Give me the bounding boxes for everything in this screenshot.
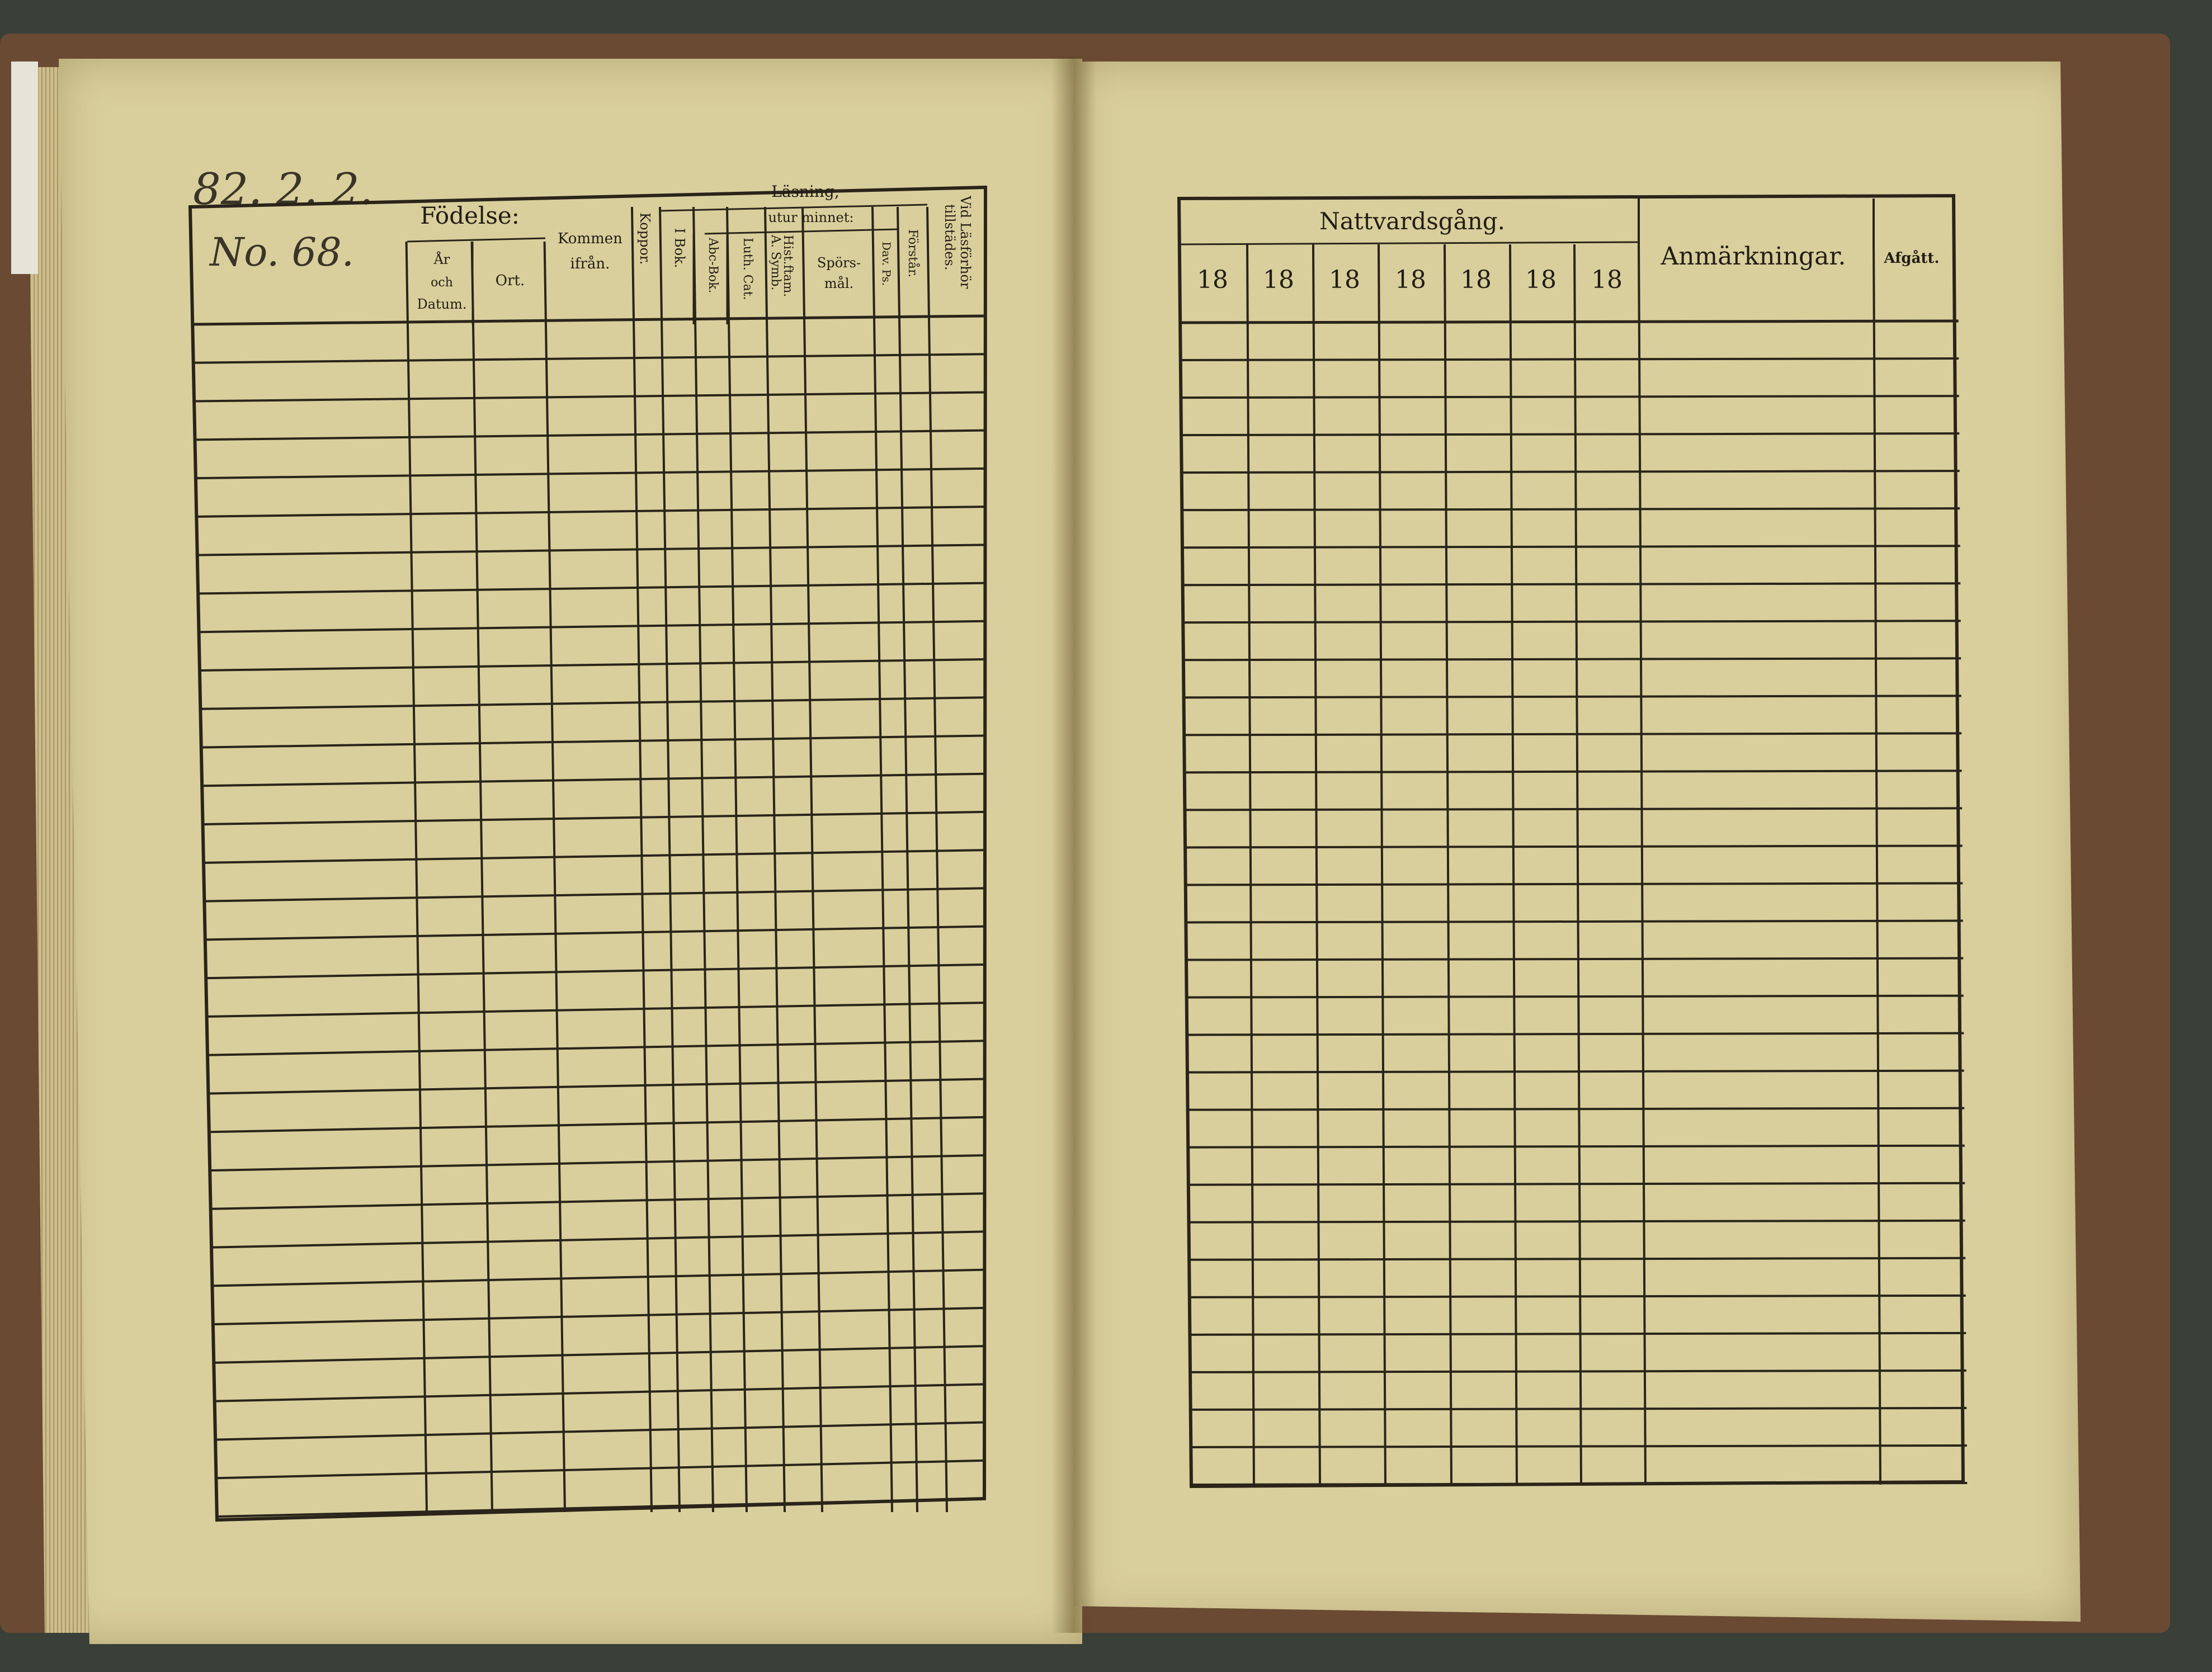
header-nattvardsgang: Nattvardsgång. xyxy=(1319,207,1506,235)
right-table-row xyxy=(1183,471,1960,473)
header-spors: Spörs- xyxy=(817,255,861,271)
right-row-rule xyxy=(1191,1371,1966,1372)
right-table-row xyxy=(1185,658,1961,660)
right-table-row xyxy=(1186,771,1962,772)
left-row-rule xyxy=(208,1003,985,1017)
left-row-rule xyxy=(199,545,985,555)
left-row-rule xyxy=(200,621,985,632)
right-table-row xyxy=(1190,1258,1965,1260)
left-table-row xyxy=(209,1041,985,1055)
year-prefix-label: 18 xyxy=(1460,266,1492,294)
right-table-row xyxy=(1183,546,1960,547)
left-column-rule xyxy=(898,207,917,1512)
left-column-rule xyxy=(472,242,492,1512)
year-prefix-labels xyxy=(1197,266,1623,294)
header-a-symb: A. Symb. xyxy=(768,235,782,291)
right-table-row xyxy=(1186,808,1962,810)
right-table-row xyxy=(1188,996,1964,998)
left-row-rule xyxy=(216,1384,985,1401)
right-table-row xyxy=(1189,1146,1965,1147)
header-och: och xyxy=(431,276,453,290)
right-row-rule xyxy=(1186,846,1963,847)
left-table-row xyxy=(214,1270,985,1286)
right-column-rule xyxy=(1379,244,1385,1485)
left-table-row xyxy=(214,1308,985,1324)
left-table-rows xyxy=(194,316,985,1517)
header-vid-lasforhor: Vid Läsförhör xyxy=(958,196,973,289)
right-table-row xyxy=(1184,621,1960,622)
right-column-rule xyxy=(1639,244,1645,1485)
right-table-rows xyxy=(1181,321,1967,1485)
left-row-rule xyxy=(199,583,985,594)
right-column-rule xyxy=(1247,244,1254,1485)
right-table-row xyxy=(1188,1071,1964,1073)
left-column-rule xyxy=(545,242,565,1512)
left-table-row xyxy=(211,1155,985,1170)
left-table-row xyxy=(212,1193,985,1209)
left-row-rule xyxy=(196,431,985,440)
right-row-rule xyxy=(1184,583,1961,585)
header-i-bok: I Bok. xyxy=(672,228,687,268)
right-table-row xyxy=(1191,1371,1966,1372)
header-hist-ham: Hist.ftam. xyxy=(781,235,795,297)
left-table-row xyxy=(216,1384,985,1401)
left-row-rule xyxy=(194,316,985,324)
left-table-row xyxy=(203,774,985,786)
left-row-rule xyxy=(213,1231,985,1247)
right-table-row xyxy=(1186,846,1963,847)
left-table-row xyxy=(199,583,985,594)
header-lasning: Läsning, xyxy=(771,182,839,201)
left-row-rule xyxy=(210,1117,985,1132)
right-table-frame xyxy=(1179,196,1963,1486)
right-row-rule xyxy=(1185,696,1961,697)
right-table-row xyxy=(1183,508,1960,510)
left-row-rule xyxy=(197,469,985,478)
left-row-rule xyxy=(214,1270,985,1286)
right-row-rule xyxy=(1187,883,1963,885)
left-row-rule xyxy=(195,354,985,363)
right-column-rule xyxy=(1445,244,1451,1485)
right-table-row xyxy=(1190,1221,1965,1222)
left-row-rule xyxy=(214,1308,985,1324)
left-table-row xyxy=(197,507,985,517)
year-prefix-label: 18 xyxy=(1525,266,1557,294)
right-row-rule xyxy=(1190,1221,1965,1222)
left-table-row xyxy=(201,659,985,670)
right-table-row xyxy=(1192,1408,1967,1410)
right-table-row xyxy=(1188,1108,1964,1110)
handwritten-number: No. 68. xyxy=(210,229,354,275)
header-abc-bok: Abc-Bok. xyxy=(706,238,720,294)
right-row-rule xyxy=(1191,1296,1966,1297)
left-table-row xyxy=(201,697,985,709)
header-fodelse: Födelse: xyxy=(420,202,520,229)
left-column-rule xyxy=(694,207,713,1512)
right-row-rule xyxy=(1188,1033,1964,1035)
left-row-rule xyxy=(216,1423,985,1440)
right-row-rule xyxy=(1185,733,1961,735)
header-forstar: Förstår. xyxy=(905,229,919,278)
left-row-rule xyxy=(212,1193,985,1209)
left-table-row xyxy=(213,1231,985,1247)
left-table-row xyxy=(210,1079,985,1094)
header-luth-cat: Luth. Cat. xyxy=(741,238,754,300)
right-row-rule xyxy=(1188,996,1964,998)
year-prefix-label: 18 xyxy=(1329,266,1360,294)
left-row-rule xyxy=(201,697,985,709)
right-table-row xyxy=(1182,396,1959,398)
left-row-rule xyxy=(201,659,985,670)
right-table-row xyxy=(1181,321,1959,323)
right-table-row xyxy=(1182,433,1959,435)
left-table-row xyxy=(202,735,985,747)
right-row-rule xyxy=(1190,1183,1965,1185)
left-table-row xyxy=(208,1003,985,1017)
right-table-row xyxy=(1191,1333,1966,1335)
header-anmarkningar: Anmärkningar. xyxy=(1661,242,1846,271)
right-table-row xyxy=(1192,1446,1967,1447)
left-row-rule xyxy=(218,1461,985,1478)
left-table-row xyxy=(197,469,985,478)
header-utur-minnet: utur minnet: xyxy=(768,210,854,225)
left-table-row xyxy=(210,1117,985,1132)
year-prefix-label: 18 xyxy=(1263,266,1294,294)
header-dav-ps: Dav. Ps. xyxy=(880,242,893,286)
left-table-row xyxy=(218,1461,985,1478)
header-afgatt: Afgått. xyxy=(1884,250,1940,267)
left-row-rule xyxy=(207,965,985,978)
left-row-rule xyxy=(197,507,985,517)
right-row-rule xyxy=(1182,358,1959,360)
right-row-rule xyxy=(1187,921,1963,923)
left-table-row xyxy=(199,545,985,555)
left-table-row xyxy=(216,1423,985,1440)
header-ifran: ifrån. xyxy=(570,256,610,272)
right-column-rule xyxy=(1874,244,1880,1485)
right-row-rule xyxy=(1189,1146,1965,1147)
right-row-rule xyxy=(1192,1483,1967,1485)
right-column-rule xyxy=(1510,244,1517,1485)
left-row-rule xyxy=(205,850,985,863)
nattvard-subheader-rule xyxy=(1179,242,1639,244)
right-table-row xyxy=(1187,883,1963,885)
left-table-row xyxy=(206,927,985,940)
right-table-row xyxy=(1188,1033,1964,1035)
left-row-rule xyxy=(202,735,985,747)
left-table-row xyxy=(195,354,985,363)
left-table-row xyxy=(204,812,985,824)
right-table-row xyxy=(1192,1483,1967,1485)
left-grid-lines xyxy=(407,207,947,1512)
left-table-row xyxy=(196,431,985,440)
left-column-rule xyxy=(407,242,427,1512)
right-table-row xyxy=(1185,733,1961,735)
left-row-rule xyxy=(203,774,985,786)
right-table-row xyxy=(1185,696,1961,697)
header-ar: År xyxy=(433,252,450,267)
right-table-row xyxy=(1191,1296,1966,1297)
left-row-rule xyxy=(205,888,985,901)
left-row-rule xyxy=(218,1499,985,1517)
right-row-rule xyxy=(1192,1408,1967,1410)
right-row-rule xyxy=(1183,508,1960,510)
header-tillstades: tillstädes. xyxy=(942,204,958,271)
left-table-frame xyxy=(190,187,985,1520)
right-row-rule xyxy=(1184,621,1960,622)
right-column-rule xyxy=(1574,244,1581,1485)
left-table-row xyxy=(200,621,985,632)
header-datum: Datum. xyxy=(417,296,467,312)
left-table-row xyxy=(207,965,985,978)
left-row-rule xyxy=(210,1079,985,1094)
right-table-row xyxy=(1184,583,1961,585)
left-row-rule xyxy=(215,1346,985,1363)
left-row-rule xyxy=(204,812,985,824)
left-table-row xyxy=(205,850,985,863)
right-column-rule xyxy=(1313,244,1320,1485)
header-mal: mål. xyxy=(824,276,854,291)
right-register-form xyxy=(1179,196,1967,1486)
right-row-rule xyxy=(1183,546,1960,547)
left-row-rule xyxy=(195,392,985,401)
left-table-row xyxy=(195,392,985,401)
right-row-rule xyxy=(1183,471,1960,473)
left-table-row xyxy=(194,316,985,324)
header-kommen: Kommen xyxy=(558,230,622,247)
right-grid-lines xyxy=(1247,199,1880,1485)
left-table-row xyxy=(205,888,985,901)
left-column-rule xyxy=(765,207,785,1512)
header-koppor: Koppor. xyxy=(637,212,653,265)
left-row-rule xyxy=(206,927,985,940)
year-prefix-label: 18 xyxy=(1197,266,1228,294)
right-row-rule xyxy=(1188,1071,1964,1073)
right-row-rule xyxy=(1182,433,1959,435)
right-row-rule xyxy=(1186,771,1962,772)
left-row-rule xyxy=(211,1155,985,1170)
year-prefix-label: 18 xyxy=(1395,266,1426,294)
right-table-row xyxy=(1182,358,1959,360)
left-column-rule xyxy=(727,207,747,1512)
right-row-rule xyxy=(1187,958,1963,960)
left-table-row xyxy=(215,1346,985,1363)
left-column-rule xyxy=(803,207,822,1512)
right-row-rule xyxy=(1190,1258,1965,1260)
left-column-rule xyxy=(872,207,892,1512)
year-prefix-label: 18 xyxy=(1591,266,1623,294)
left-table-row xyxy=(218,1499,985,1517)
right-row-rule xyxy=(1188,1108,1964,1110)
right-row-rule xyxy=(1182,396,1959,398)
left-register-form xyxy=(190,164,985,1520)
handwritten-reference: 82. 2. 2. xyxy=(193,164,374,215)
right-row-rule xyxy=(1186,808,1962,810)
left-column-rule xyxy=(660,207,680,1512)
left-row-rule xyxy=(209,1041,985,1055)
right-row-rule xyxy=(1181,321,1959,323)
left-column-rule xyxy=(927,207,947,1512)
right-row-rule xyxy=(1185,658,1961,660)
right-table-row xyxy=(1190,1183,1965,1185)
right-row-rule xyxy=(1192,1446,1967,1447)
right-table-row xyxy=(1187,921,1963,923)
right-row-rule xyxy=(1191,1333,1966,1335)
right-table-row xyxy=(1187,958,1963,960)
header-ort: Ort. xyxy=(495,272,525,289)
